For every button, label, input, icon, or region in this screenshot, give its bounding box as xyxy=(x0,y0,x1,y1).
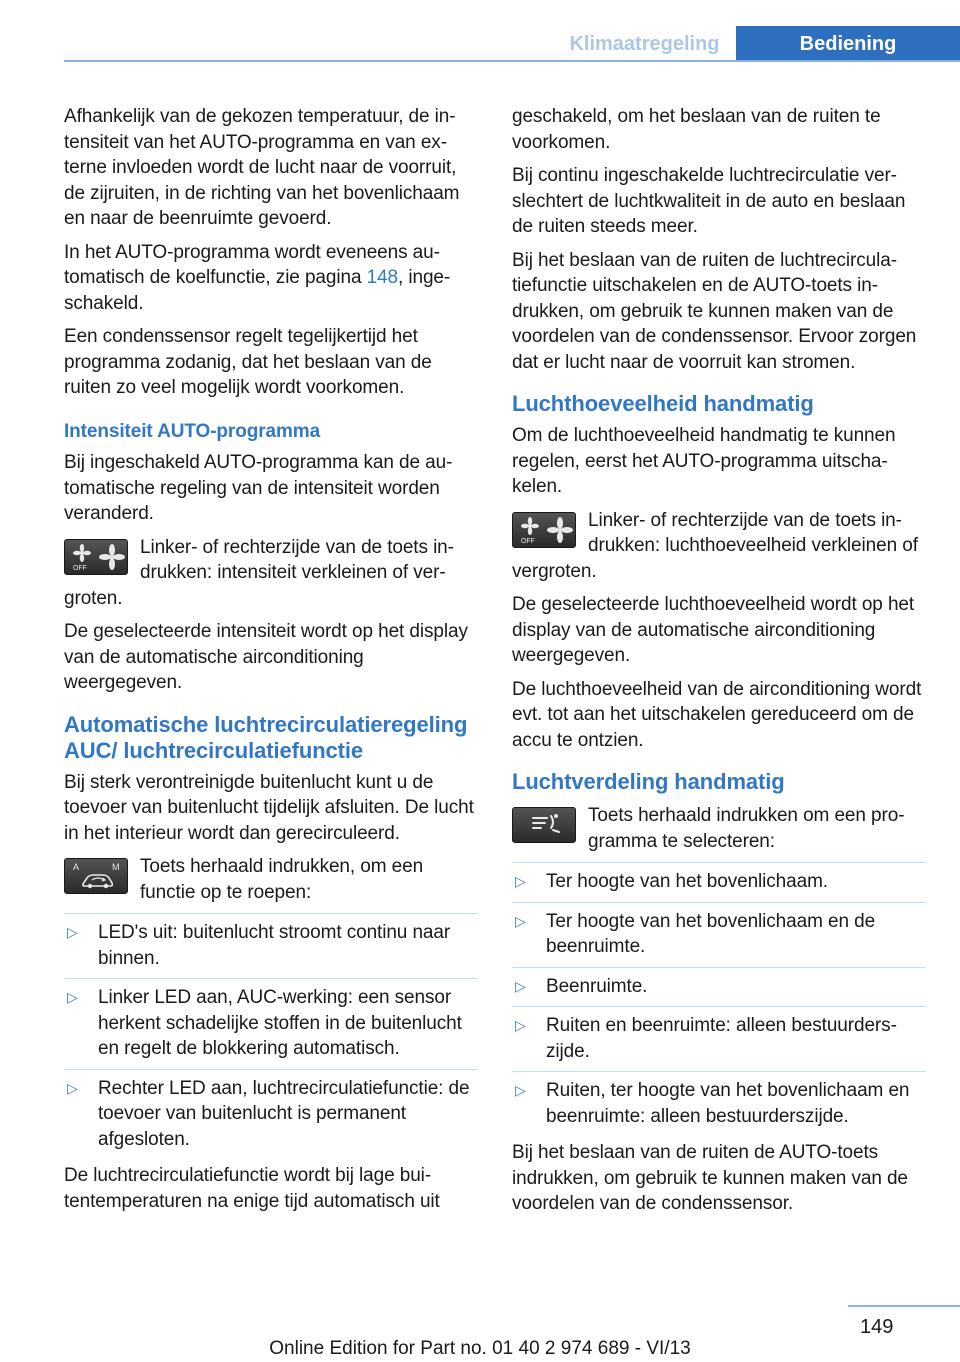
triangle-bullet-icon: ▷ xyxy=(515,1082,526,1098)
svg-text:OFF: OFF xyxy=(521,537,535,545)
recirculation-options-list xyxy=(64,913,478,1159)
page-number: 149 xyxy=(860,1316,894,1338)
triangle-bullet-icon: ▷ xyxy=(515,1017,526,1033)
triangle-bullet-icon: ▷ xyxy=(67,989,78,1005)
icon-paragraph xyxy=(512,508,926,585)
triangle-bullet-icon: ▷ xyxy=(515,977,526,994)
list-item: ▷ Ruiten, ter hoogte van het bovenlichaam en beenruimte: alleen bestuurderszijde. xyxy=(512,1071,926,1136)
fan-button-icon xyxy=(64,539,128,575)
paragraph: Bij het beslaan van de ruiten de AUTO-toets indrukken, om gebruik te kunnen maken van de voordelen van de condenssensor. xyxy=(512,1142,908,1214)
air-distribution-button-icon xyxy=(512,807,576,843)
air-distribution-list xyxy=(512,862,926,1136)
heading-air-distribution: Luchtverdeling handmatig xyxy=(512,769,785,794)
list-item: ▷ Linker LED aan, AUC-werking: een sensor herkent schadelijke stoffen in de buitenlucht en regelt de blokkering automatisch. xyxy=(64,978,478,1069)
header-divider xyxy=(64,60,960,62)
paragraph: Om de luchthoeveelheid handmatig te kunnen regelen, eerst het AUTO-programma uitschakelen. xyxy=(512,425,896,497)
recirculation-button-icon xyxy=(64,858,128,894)
header-chapter-title: Bediening xyxy=(736,26,960,62)
list-item: ▷ Ter hoogte van het bovenlichaam en de beenruimte. xyxy=(512,902,926,967)
svg-text:M: M xyxy=(112,862,120,872)
list-item: ▷ Ter hoogte van het bovenlichaam. xyxy=(512,862,926,902)
heading-auc: Automatische luchtrecirculatieregeling AUC/ luchtrecirculatiefunctie xyxy=(64,711,468,763)
paragraph: Afhankelijk van de gekozen temperatuur, de intensiteit van het AUTO-programma en van externe invloeden wordt de lucht naar de voorruit, de zijruiten, in de richting van het bovenlichaam en naar de beenruimte gevoerd. xyxy=(64,106,460,229)
header-section-title: Klimaatregeling xyxy=(569,32,720,55)
svg-text:OFF: OFF xyxy=(73,564,87,572)
footer-divider xyxy=(848,1305,960,1307)
list-item: ▷ Rechter LED aan, luchtrecirculatiefunctie: de toevoer van buitenlucht is permanent afgesloten. xyxy=(64,1069,478,1160)
left-column xyxy=(64,104,478,1222)
icon-paragraph xyxy=(512,803,926,854)
list-item: ▷ Beenruimte. xyxy=(512,967,926,1007)
paragraph: Bij continu ingeschakelde luchtrecirculatie verslechtert de luchtkwaliteit in de auto en beslaan de ruiten steeds meer. xyxy=(512,165,906,237)
paragraph: Toets herhaald indrukken om een programma te selecteren: xyxy=(588,805,905,852)
subheading-intensity: Intensiteit AUTO-programma xyxy=(64,420,321,442)
right-column xyxy=(512,104,926,1225)
list-item: ▷ LED's uit: buitenlucht stroomt continu naar binnen. xyxy=(64,913,478,978)
icon-paragraph xyxy=(64,535,478,612)
paragraph: geschakeld, om het beslaan van de ruiten te voorkomen. xyxy=(512,106,881,153)
footer-edition: Online Edition for Part no. 01 40 2 974 689 - VI/13 xyxy=(269,1338,691,1359)
triangle-bullet-icon: ▷ xyxy=(67,924,78,940)
svg-text:A: A xyxy=(73,862,79,872)
paragraph: Een condenssensor regelt tegelijkertijd het programma zodanig, dat het beslaan van de ruiten zo veel mogelijk wordt voorkomen. xyxy=(64,326,432,398)
paragraph: De luchthoeveelheid van de airconditioning wordt evt. tot aan het uitschakelen gereduceerd om de accu te ontzien. xyxy=(512,678,922,751)
paragraph: De luchtrecirculatiefunctie wordt bij lage buitentemperaturen na enige tijd automatisch uit xyxy=(64,1165,440,1212)
paragraph: In het AUTO-programma wordt eveneens automatisch de koelfunctie, zie pagina 148, ingeschakeld. xyxy=(64,241,451,314)
icon-paragraph xyxy=(64,854,478,905)
list-item: ▷ Ruiten en beenruimte: alleen bestuurderszijde. xyxy=(512,1006,926,1071)
paragraph: De geselecteerde intensiteit wordt op het display van de automatische airconditioning weergegeven. xyxy=(64,621,468,693)
page-header xyxy=(0,0,960,62)
fan-button-icon xyxy=(512,512,576,548)
page-link[interactable]: 148 xyxy=(366,267,398,288)
triangle-bullet-icon: ▷ xyxy=(515,873,526,889)
paragraph: Bij sterk verontreinigde buitenlucht kunt u de toevoer van buitenlucht tijdelijk afsluiten. De lucht in het interieur wordt dan gerecirculeerd. xyxy=(64,771,474,844)
triangle-bullet-icon: ▷ xyxy=(67,1079,78,1096)
paragraph: Toets herhaald indrukken, om een functie op te roepen: xyxy=(140,856,424,903)
paragraph: Bij ingeschakeld AUTO-programma kan de automatische regeling van de intensiteit worden veranderd. xyxy=(64,452,453,524)
paragraph: Linker- of rechterzijde van de toets indrukken: luchthoeveelheid verkleinen of vergroten. xyxy=(512,509,918,582)
paragraph: Linker- of rechterzijde van de toets indrukken: intensiteit verkleinen of vergroten. xyxy=(64,536,454,609)
heading-air-volume: Luchthoeveelheid handmatig xyxy=(512,391,814,416)
triangle-bullet-icon: ▷ xyxy=(515,912,526,929)
paragraph: De geselecteerde luchthoeveelheid wordt op het display van de automatische airconditioning weergegeven. xyxy=(512,594,915,666)
paragraph: Bij het beslaan van de ruiten de luchtrecirculatiefunctie uitschakelen en de AUTO-toets indrukken, om gebruik te kunnen maken van de voordelen van de condenssensor. Ervoor zorgen dat er lucht naar de voorruit kan stromen. xyxy=(512,249,917,373)
